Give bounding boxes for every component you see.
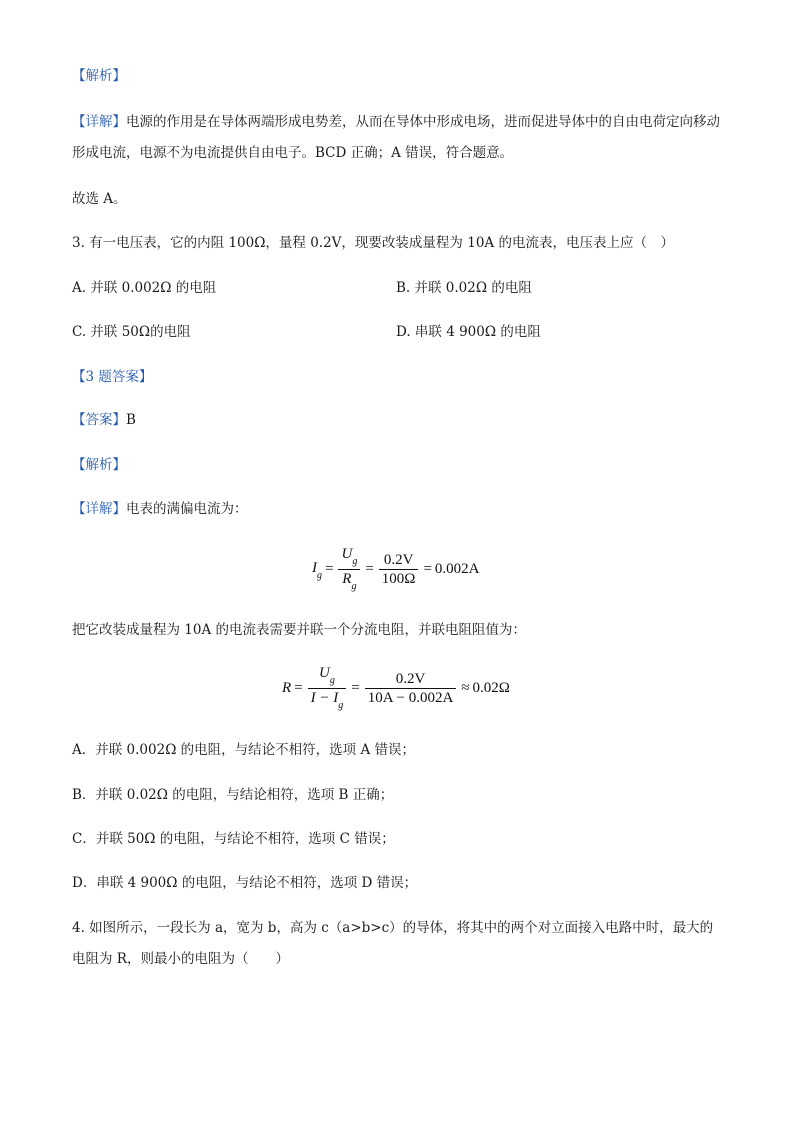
equation-shunt-resistance: R = $\frac{U_g}{I - I_g}$ = $\frac{0.2V}{10A - 0.002A}$ ≈ 0.02Ω: [282, 665, 510, 711]
eq2-fraction-symbolic: $\frac{U_g}{I - I_g}$: [308, 664, 347, 713]
xiangjie-text-2: 电表的满偏电流为：: [126, 501, 248, 517]
question-3-stem: 3. 有一电压表，它的内阻 100Ω，量程 0.2V，现要改装成量程为 10A 的电流表，电压表上应（ ）: [72, 235, 674, 251]
section-jiexi-1: 【解析】: [72, 68, 126, 84]
eq1-lhs: $I_g$: [312, 560, 322, 581]
analysis-line-d: D．串联 4 900Ω 的电阻，与结论不相符，选项 D 错误；: [72, 875, 418, 891]
eq1-fraction-symbolic: $\frac{U_g}{R_g}$: [338, 545, 360, 594]
option-a: A. 并联 0.002Ω 的电阻: [72, 280, 217, 296]
section-jiexi-2: 【解析】: [72, 457, 126, 473]
question-4-line-1: 4. 如图所示，一段长为 a，宽为 b，高为 c（a>b>c）的导体，将其中的两个对立面接入电路中时，最大的: [72, 920, 714, 936]
option-d: D. 串联 4 900Ω 的电阻: [396, 324, 541, 340]
option-b: B. 并联 0.02Ω 的电阻: [396, 280, 532, 296]
xiangjie-tag-2: 【详解】: [72, 501, 126, 517]
question-3-answer-header: 【3 题答案】: [72, 369, 153, 385]
option-c: C. 并联 50Ω的电阻: [72, 324, 191, 340]
answer-line: [72, 410, 136, 430]
eq2-fraction-numeric: $\frac{0.2V}{10A - 0.002A}$: [365, 670, 457, 707]
analysis-line-c: C．并联 50Ω 的电阻，与结论不相符，选项 C 错误；: [72, 831, 395, 847]
xiangjie-line-2: [72, 499, 248, 519]
analysis-line-a: A．并联 0.002Ω 的电阻，与结论不相符，选项 A 错误；: [72, 742, 416, 758]
analysis-line-b: B．并联 0.02Ω 的电阻，与结论相符，选项 B 正确；: [72, 787, 394, 803]
answer-tag: 【答案】: [72, 412, 126, 428]
xiangjie-paragraph-1: [72, 107, 732, 169]
eq2-lhs: R: [282, 680, 292, 696]
xiangjie-text-1: 电源的作用是在导体两端形成电势差，从而在导体中形成电场，进而促进导体中的自由电荷定向移动形成电流，电源不为电流提供自由电子。BCD 正确；A 错误，符合题意。: [72, 114, 720, 161]
equation-full-current: $I_g$ = $\frac{U_g}{R_g}$ = $\frac{0.2V}{100\Omega}$ = 0.002A: [312, 546, 480, 592]
shunt-resistor-text: 把它改装成量程为 10A 的电流表需要并联一个分流电阻，并联电阻阻值为：: [72, 622, 527, 638]
question-4-line-2: 电阻为 R，则最小的电阻为（ ）: [72, 951, 289, 967]
conclusion-line: 故选 A。: [72, 191, 127, 207]
answer-value: B: [126, 412, 136, 428]
eq1-result: 0.002A: [434, 561, 480, 577]
eq2-result: 0.02Ω: [472, 680, 510, 696]
xiangjie-tag-1: 【详解】: [72, 114, 126, 130]
eq1-fraction-numeric: $\frac{0.2V}{100\Omega}$: [379, 551, 419, 588]
